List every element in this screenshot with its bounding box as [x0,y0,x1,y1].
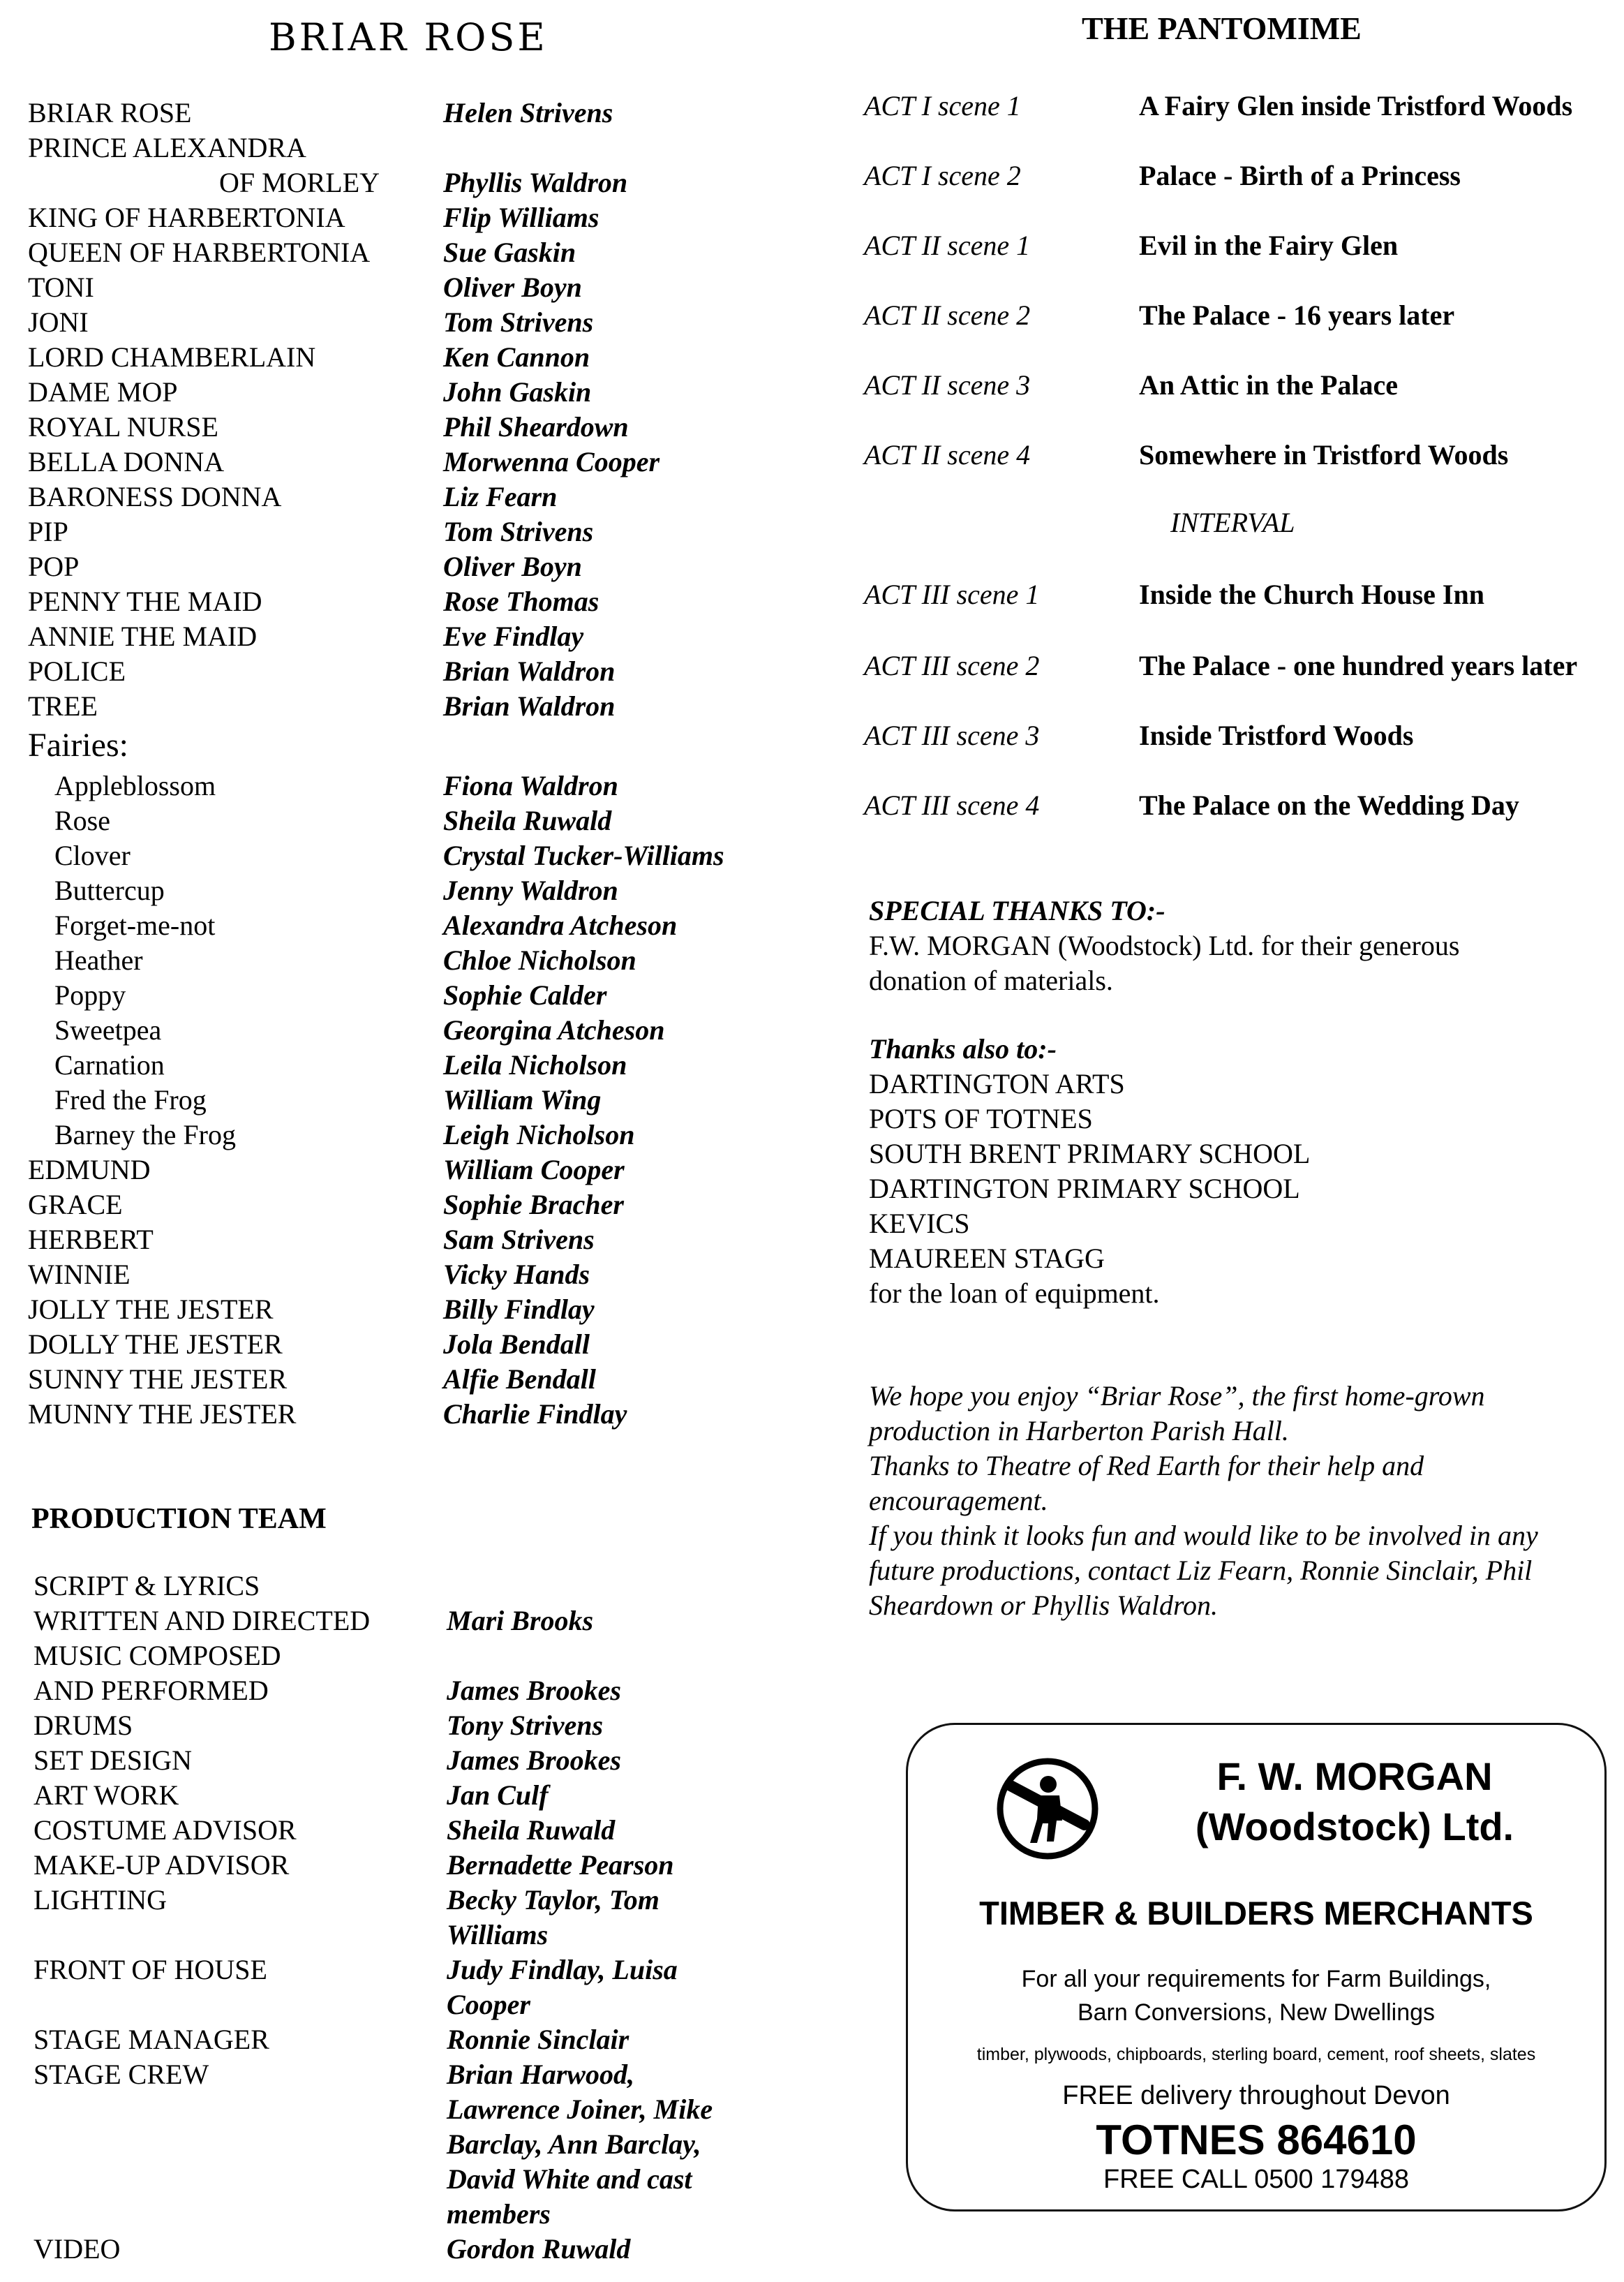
fairy-actor: Jenny Waldron [443,875,618,906]
cast-actor: Billy Findlay [443,1294,595,1325]
fairy-role: Barney the Frog [54,1119,236,1150]
special-thanks-line: F.W. MORGAN (Woodstock) Ltd. for their generous [869,930,1460,961]
cast-role: PRINCE ALEXANDRA [28,132,306,163]
cast-actor: Oliver Boyn [443,272,582,303]
scene-place: Palace - Birth of a Princess [1139,160,1461,191]
scene-act: ACT II scene 3 [864,369,1031,401]
production-role: LIGHTING [33,1884,167,1916]
thanks-also-line: DARTINGTON ARTS [869,1068,1125,1099]
production-name: Cooper [447,1989,530,2020]
cast-role: DAME MOP [28,376,178,408]
company-name [1145,1751,1564,1852]
cast-role: JOLLY THE JESTER [28,1294,274,1325]
fairy-role: Heather [54,944,143,976]
note-line: If you think it looks fun and would like to be involved in any [869,1520,1538,1551]
scene-place: The Palace - one hundred years later [1139,650,1578,681]
company-name-line: F. W. MORGAN [1216,1754,1493,1798]
interval-label: INTERVAL [1170,507,1295,538]
requirements-line: Barn Conversions, New Dwellings [1077,1999,1436,2026]
delivery-text: FREE delivery throughout Devon [1062,2081,1450,2110]
production-role: STAGE CREW [33,2059,209,2090]
scene-act: ACT III scene 3 [864,720,1040,751]
cast-role: MUNNY THE JESTER [28,1398,297,1430]
thanks-also-line: POTS OF TOTNES [869,1103,1093,1134]
cast-title: BRIAR ROSE [269,15,548,59]
production-name: Lawrence Joiner, Mike [447,2094,713,2125]
production-role: VIDEO [33,2233,121,2265]
scene-act: ACT II scene 2 [864,299,1031,331]
production-name: Sheila Ruwald [447,1814,616,1846]
cast-role: BRIAR ROSE [28,97,192,128]
production-role: MAKE-UP ADVISOR [33,1849,290,1881]
thanks-also-line: KEVICS [869,1208,970,1239]
fairy-role: Rose [54,805,110,836]
thanks-also-line: MAUREEN STAGG [869,1243,1105,1274]
scene-place: The Palace - 16 years later [1139,299,1455,331]
cast-role: KING OF HARBERTONIA [28,202,345,233]
cast-actor: Sam Strivens [443,1224,595,1255]
production-role: STAGE MANAGER [33,2024,269,2055]
woodsman-carrying-timber-logo-icon [995,1756,1100,1861]
cast-actor: Rose Thomas [443,586,599,617]
production-name: Becky Taylor, Tom [447,1884,660,1916]
special-thanks [869,894,1459,998]
requirements-line: For all your requirements for Farm Buildings, [1021,1966,1491,1992]
cast-actor: Jola Bendall [443,1328,590,1360]
scene-act: ACT II scene 1 [864,230,1031,261]
production-role: FRONT OF HOUSE [33,1954,267,1985]
cast-role: TREE [28,690,98,722]
cast-actor: Ken Cannon [443,341,590,373]
fairy-actor: Fiona Waldron [443,770,618,801]
scene-place: An Attic in the Palace [1139,369,1399,401]
cast-role: QUEEN OF HARBERTONIA [28,237,371,268]
thanks-also-line: for the loan of equipment. [869,1277,1160,1309]
thanks-also [869,1032,1310,1311]
production-heading: PRODUCTION TEAM [31,1503,327,1535]
fairy-role: Poppy [54,979,126,1011]
thanks-also-heading: Thanks also to:- [869,1033,1057,1065]
cast-actor: Liz Fearn [443,481,558,512]
cast-actor: Brian Waldron [443,655,616,687]
production-name: Gordon Ruwald [447,2233,631,2265]
fairy-role: Fred the Frog [54,1084,207,1116]
scene-act: ACT I scene 1 [864,90,1021,121]
scene-place: Inside the Church House Inn [1139,579,1484,610]
materials-list: timber, plywoods, chipboards, sterling board, cement, roof sheets, slates [976,2045,1536,2064]
production-name: Judy Findlay, Luisa [447,1954,678,1985]
production-name: James Brookes [447,1675,621,1706]
cast-role: HERBERT [28,1224,154,1255]
scene-place: Somewhere in Tristford Woods [1139,439,1509,471]
fairy-actor: Sophie Calder [443,979,607,1011]
production-role: SCRIPT & LYRICS [33,1570,260,1601]
note-line: encouragement. [869,1485,1048,1516]
note-line: future productions, contact Liz Fearn, Ronnie Sinclair, Phil [869,1555,1533,1586]
fairy-actor: Chloe Nicholson [443,944,636,976]
scene-act: ACT III scene 1 [864,579,1040,610]
production-name: Brian Harwood, [447,2059,634,2090]
scene-act: ACT II scene 4 [864,439,1031,471]
production-name: Mari Brooks [447,1605,594,1636]
cast-actor: William Cooper [443,1154,625,1185]
cast-actor: Vicky Hands [443,1259,590,1290]
phone-number: TOTNES 864610 [1096,2117,1417,2163]
production-role: DRUMS [33,1710,133,1741]
morgan-advert [906,1723,1607,2211]
scene-place: Inside Tristford Woods [1139,720,1414,751]
special-thanks-line: donation of materials. [869,965,1113,996]
production-role: ART WORK [33,1779,179,1811]
cast-actor: Charlie Findlay [443,1398,627,1430]
special-thanks-heading: SPECIAL THANKS TO:- [869,895,1165,926]
fairy-actor: Crystal Tucker-Williams [443,840,724,871]
cast-role: ROYAL NURSE [28,411,218,443]
fairy-role: Carnation [54,1049,165,1081]
production-role: AND PERFORMED [33,1675,269,1706]
production-name: Tony Strivens [447,1710,604,1741]
cast-role: ANNIE THE MAID [28,621,258,652]
cast-actor: John Gaskin [443,376,592,408]
fairy-actor: Sheila Ruwald [443,805,612,836]
cast-actor: Oliver Boyn [443,551,582,582]
cast-role: PIP [28,516,68,547]
scene-place: Evil in the Fairy Glen [1139,230,1399,261]
production-name: Bernadette Pearson [447,1849,674,1881]
scene-act: ACT I scene 2 [864,160,1021,191]
cast-actor: Helen Strivens [443,97,613,128]
production-name: members [447,2198,551,2230]
scene-place: A Fairy Glen inside Tristford Woods [1139,90,1573,121]
fairy-role: Clover [54,840,131,871]
production-role: COSTUME ADVISOR [33,1814,297,1846]
cast-actor: Phil Sheardown [443,411,629,443]
cast-actor: Sophie Bracher [443,1189,624,1220]
scene-act: ACT III scene 4 [864,790,1040,821]
cast-actor: Phyllis Waldron [443,167,628,198]
cast-actor: Tom Strivens [443,306,594,338]
cast-actor: Tom Strivens [443,516,594,547]
cast-actor: Brian Waldron [443,690,616,722]
production-role: SET DESIGN [33,1744,193,1776]
cast-role: POP [28,551,80,582]
production-role: WRITTEN AND DIRECTED [33,1605,371,1636]
cast-actor: Sue Gaskin [443,237,576,268]
production-name: David White and cast [447,2163,692,2195]
cast-role: BELLA DONNA [28,446,225,477]
production-name: James Brookes [447,1744,621,1776]
fairy-actor: Leigh Nicholson [443,1119,635,1150]
cast-actor: Flip Williams [443,202,599,233]
note-line: Sheardown or Phyllis Waldron. [869,1590,1219,1621]
cast-role: PENNY THE MAID [28,586,262,617]
merchants-title: TIMBER & BUILDERS MERCHANTS [979,1895,1533,1932]
scene-place: The Palace on the Wedding Day [1139,790,1519,821]
cast-role: WINNIE [28,1259,131,1290]
note-line: production in Harberton Parish Hall. [869,1415,1289,1446]
note-line: Thanks to Theatre of Red Earth for their help and [869,1450,1424,1481]
cast-role: OF MORLEY [219,167,380,198]
closing-note [869,1379,1538,1623]
production-name: Barclay, Ann Barclay, [447,2128,701,2160]
fairy-actor: Leila Nicholson [443,1049,627,1081]
requirements-text [908,1962,1604,2029]
freecall-number: FREE CALL 0500 179488 [1103,2165,1409,2194]
fairy-role: Appleblossom [54,770,216,801]
cast-role: JONI [28,306,89,338]
fairy-actor: William Wing [443,1084,602,1116]
fairy-actor: Alexandra Atcheson [443,910,678,941]
pantomime-heading: THE PANTOMIME [1082,10,1362,46]
production-name: Jan Culf [447,1779,549,1811]
cast-role: TONI [28,272,94,303]
fairy-role: Sweetpea [54,1014,162,1046]
production-name: Williams [447,1919,549,1950]
production-role: MUSIC COMPOSED [33,1640,281,1671]
cast-role: GRACE [28,1189,123,1220]
scene-act: ACT III scene 2 [864,650,1040,681]
thanks-also-line: DARTINGTON PRIMARY SCHOOL [869,1173,1300,1204]
cast-role: DOLLY THE JESTER [28,1328,283,1360]
cast-actor: Alfie Bendall [443,1363,596,1395]
fairy-role: Forget-me-not [54,910,216,941]
cast-role: SUNNY THE JESTER [28,1363,288,1395]
thanks-also-line: SOUTH BRENT PRIMARY SCHOOL [869,1138,1311,1169]
cast-actor: Eve Findlay [443,621,584,652]
company-name-line: (Woodstock) Ltd. [1195,1805,1514,1848]
cast-role: POLICE [28,655,126,687]
fairy-actor: Georgina Atcheson [443,1014,665,1046]
cast-role: EDMUND [28,1154,151,1185]
note-line: We hope you enjoy “Briar Rose”, the first home-grown [869,1380,1485,1412]
fairy-role: Buttercup [54,875,165,906]
fairies-heading: Fairies: [28,727,128,764]
cast-role: BARONESS DONNA [28,481,282,512]
production-name: Ronnie Sinclair [447,2024,630,2055]
cast-role: LORD CHAMBERLAIN [28,341,316,373]
cast-actor: Morwenna Cooper [443,446,660,477]
